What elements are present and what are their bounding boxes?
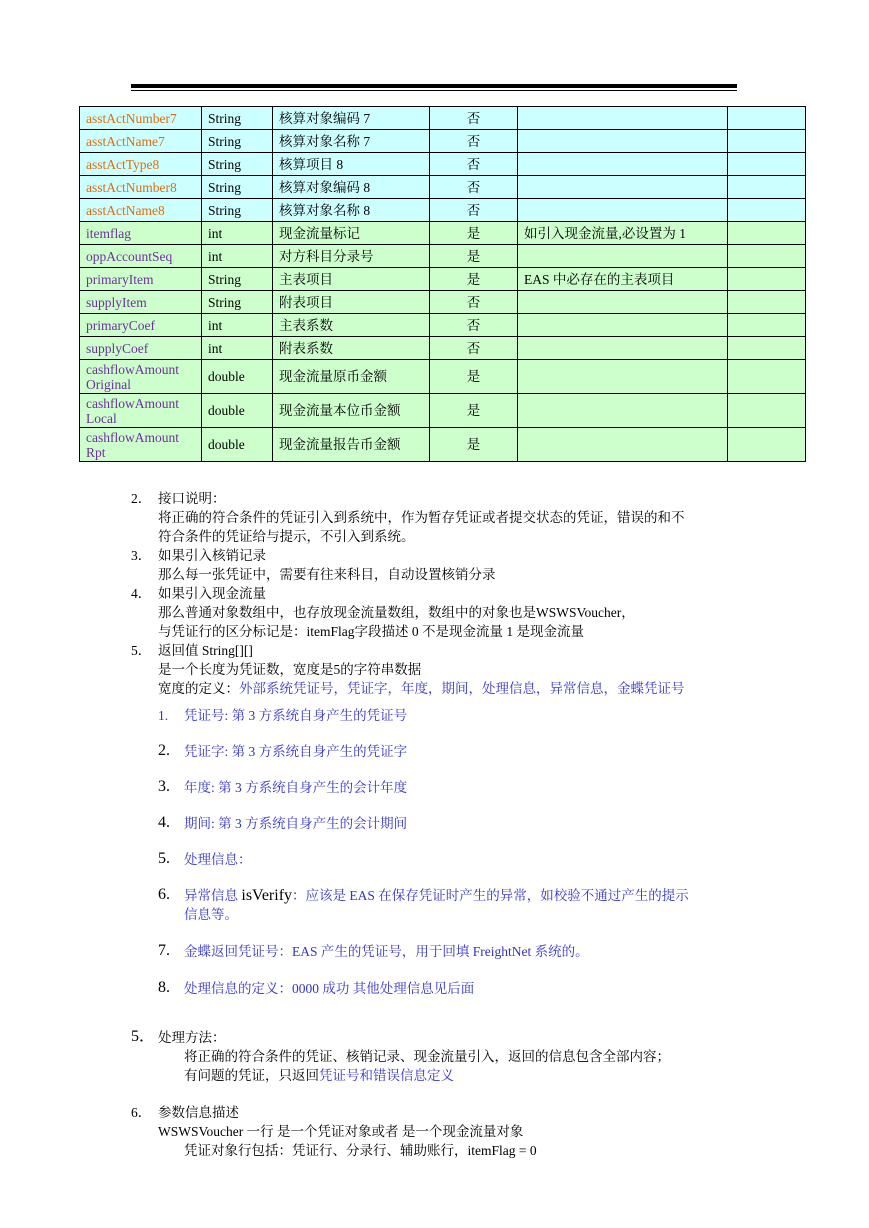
list-item-number: 1. [158,708,169,723]
list-item-text: 年度: 第 3 方系统自身产生的会计年度 [184,780,408,795]
field-required-cell: 是 [430,428,518,462]
exception-label: 异常信息 [184,888,242,903]
field-required-cell: 否 [430,199,518,222]
field-note-cell [518,337,728,360]
field-required-cell: 是 [430,360,518,394]
list-item-text: 处理信息： [184,852,252,867]
method-line-2 [184,1066,454,1085]
field-desc-cell: 附表项目 [273,291,430,314]
list-item-text: 凭证号: 第 3 方系统自身产生的凭证号 [184,708,408,723]
field-extra-cell [728,268,806,291]
table-row [80,107,806,130]
list-item-number: 8. [158,979,170,996]
method-title: 处理方法： [158,1030,226,1045]
field-extra-cell [728,314,806,337]
field-desc-cell: 主表系数 [273,314,430,337]
field-required-cell: 是 [430,268,518,291]
field-desc-cell: 核算项目 8 [273,153,430,176]
field-type-cell: double [202,428,273,462]
field-type-cell: String [202,291,273,314]
width-definition-fields: 外部系统凭证号，凭证字，年度，期间，处理信息，异常信息，金蝶凭证号 [239,681,685,696]
list-item-number: 5. [158,850,170,867]
field-name-cell: supplyCoef [80,337,202,360]
field-desc-cell: 核算对象编码 7 [273,107,430,130]
field-note-cell [518,245,728,268]
list-item-number: 7. [158,942,170,959]
table-row [80,337,806,360]
field-name-cell: primaryCoef [80,314,202,337]
field-note-cell [518,360,728,394]
field-required-cell: 否 [430,291,518,314]
field-required-cell: 是 [430,222,518,245]
field-note-cell: 如引入现金流量,必设置为 1 [518,222,728,245]
field-desc-cell: 核算对象编码 8 [273,176,430,199]
method-line-2-text: 有问题的凭证，只返回 [184,1068,319,1083]
field-extra-cell [728,337,806,360]
field-desc-cell: 对方科目分录号 [273,245,430,268]
list-item-text: 处理信息的定义：0000 成功 其他处理信息见后面 [184,981,475,996]
section-4-line-1: 那么普通对象数组中，也存放现金流量数组，数组中的对象也是WSWSVoucher， [158,605,635,620]
field-type-cell: String [202,176,273,199]
field-desc-cell: 现金流量标记 [273,222,430,245]
list-item-text-continued: 信息等。 [184,907,238,922]
field-type-cell: String [202,130,273,153]
method-line-1: 将正确的符合条件的凭证、核销记录、现金流量引入，返回的信息包含全部内容； [184,1049,670,1064]
field-extra-cell [728,176,806,199]
field-type-cell: int [202,222,273,245]
section-2-number: 2． [131,491,152,506]
method-line-2-highlight: 凭证号和错误信息定义 [319,1068,454,1083]
section-6-number: 6． [131,1105,152,1120]
list-item-number: 4. [158,814,170,831]
field-name-cell: cashflowAmount Rpt [80,428,202,462]
section-5-line-2 [158,679,685,698]
table-row [80,153,806,176]
field-name-cell: itemflag [80,222,202,245]
table-row [80,130,806,153]
field-name-cell: asstActNumber8 [80,176,202,199]
field-note-cell [518,428,728,462]
field-desc-cell: 核算对象名称 7 [273,130,430,153]
exception-desc: ：应该是 EAS 在保存凭证时产生的异常，如校验不通过产生的提示 [292,888,689,903]
field-required-cell: 否 [430,337,518,360]
section-6-line-1: WSWSVoucher 一行 是一个凭证对象或者 是一个现金流量对象 [158,1124,524,1139]
table-row [80,394,806,428]
field-extra-cell [728,130,806,153]
section-4-number: 4． [131,586,152,601]
field-note-cell: EAS 中必存在的主表项目 [518,268,728,291]
width-definition-label: 宽度的定义： [158,681,239,696]
list-item-text: 金蝶返回凭证号：EAS 产生的凭证号，用于回填 FreightNet 系统的。 [184,944,589,959]
table-row [80,360,806,394]
field-type-cell: String [202,107,273,130]
list-item-text [184,886,689,905]
section-5-number: 5． [131,643,152,658]
field-extra-cell [728,153,806,176]
field-required-cell: 是 [430,394,518,428]
field-note-cell [518,291,728,314]
field-extra-cell [728,394,806,428]
field-table-body [80,107,806,462]
field-extra-cell [728,291,806,314]
section-3-line-1: 那么每一张凭证中，需要有往来科目，自动设置核销分录 [158,567,496,582]
field-name-cell: asstActName7 [80,130,202,153]
section-4-title: 如果引入现金流量 [158,586,266,601]
field-name-cell: supplyItem [80,291,202,314]
table-row [80,245,806,268]
field-name-cell: asstActType8 [80,153,202,176]
field-required-cell: 否 [430,107,518,130]
list-item-text: 期间: 第 3 方系统自身产生的会计期间 [184,816,408,831]
header-rule-thin [131,90,737,91]
table-row [80,428,806,462]
field-desc-cell: 现金流量本位币金额 [273,394,430,428]
field-desc-cell: 现金流量原币金额 [273,360,430,394]
field-name-cell: cashflowAmount Local [80,394,202,428]
field-extra-cell [728,360,806,394]
list-item-number: 6. [158,886,170,903]
field-note-cell [518,107,728,130]
field-name-cell: asstActNumber7 [80,107,202,130]
field-note-cell [518,314,728,337]
field-note-cell [518,130,728,153]
table-row [80,176,806,199]
field-extra-cell [728,428,806,462]
section-6-title: 参数信息描述 [158,1105,239,1120]
field-type-cell: double [202,360,273,394]
isverify-term: isVerify [241,887,293,904]
field-table [79,106,806,462]
field-desc-cell: 现金流量报告币金额 [273,428,430,462]
section-5-line-1: 是一个长度为凭证数，宽度是5的字符串数据 [158,662,422,677]
section-6-line-2: 凭证对象行包括：凭证行、分录行、辅助账行，itemFlag = 0 [184,1143,537,1158]
field-type-cell: double [202,394,273,428]
section-4-line-2: 与凭证行的区分标记是：itemFlag字段描述 0 不是现金流量 1 是现金流量 [158,624,584,639]
field-desc-cell: 附表系数 [273,337,430,360]
list-item-number: 2. [158,742,170,759]
field-extra-cell [728,245,806,268]
field-type-cell: String [202,268,273,291]
section-3-title: 如果引入核销记录 [158,548,266,563]
field-required-cell: 是 [430,245,518,268]
field-extra-cell [728,199,806,222]
field-type-cell: String [202,199,273,222]
table-row [80,199,806,222]
field-type-cell: int [202,314,273,337]
section-5-title: 返回值 String[][] [158,643,253,658]
header-rule [131,84,737,88]
table-row [80,291,806,314]
section-3-number: 3． [131,548,152,563]
field-note-cell [518,199,728,222]
field-name-cell: cashflowAmount Original [80,360,202,394]
field-name-cell: oppAccountSeq [80,245,202,268]
field-type-cell: int [202,245,273,268]
table-row [80,268,806,291]
field-note-cell [518,394,728,428]
field-extra-cell [728,107,806,130]
section-2-line-1: 将正确的符合条件的凭证引入到系统中，作为暂存凭证或者提交状态的凭证，错误的和不 [158,510,685,525]
list-item-text: 凭证字: 第 3 方系统自身产生的凭证字 [184,744,408,759]
field-required-cell: 否 [430,130,518,153]
method-number: 5． [131,1028,156,1045]
section-2-line-2: 符合条件的凭证给与提示，不引入到系统。 [158,529,415,544]
table-row [80,314,806,337]
field-required-cell: 否 [430,153,518,176]
field-required-cell: 否 [430,314,518,337]
field-note-cell [518,153,728,176]
field-desc-cell: 主表项目 [273,268,430,291]
list-item-number: 3. [158,778,170,795]
field-name-cell: asstActName8 [80,199,202,222]
table-row [80,222,806,245]
field-name-cell: primaryItem [80,268,202,291]
field-type-cell: String [202,153,273,176]
field-type-cell: int [202,337,273,360]
field-desc-cell: 核算对象名称 8 [273,199,430,222]
field-required-cell: 否 [430,176,518,199]
field-note-cell [518,176,728,199]
field-extra-cell [728,222,806,245]
section-2-title: 接口说明： [158,491,226,506]
